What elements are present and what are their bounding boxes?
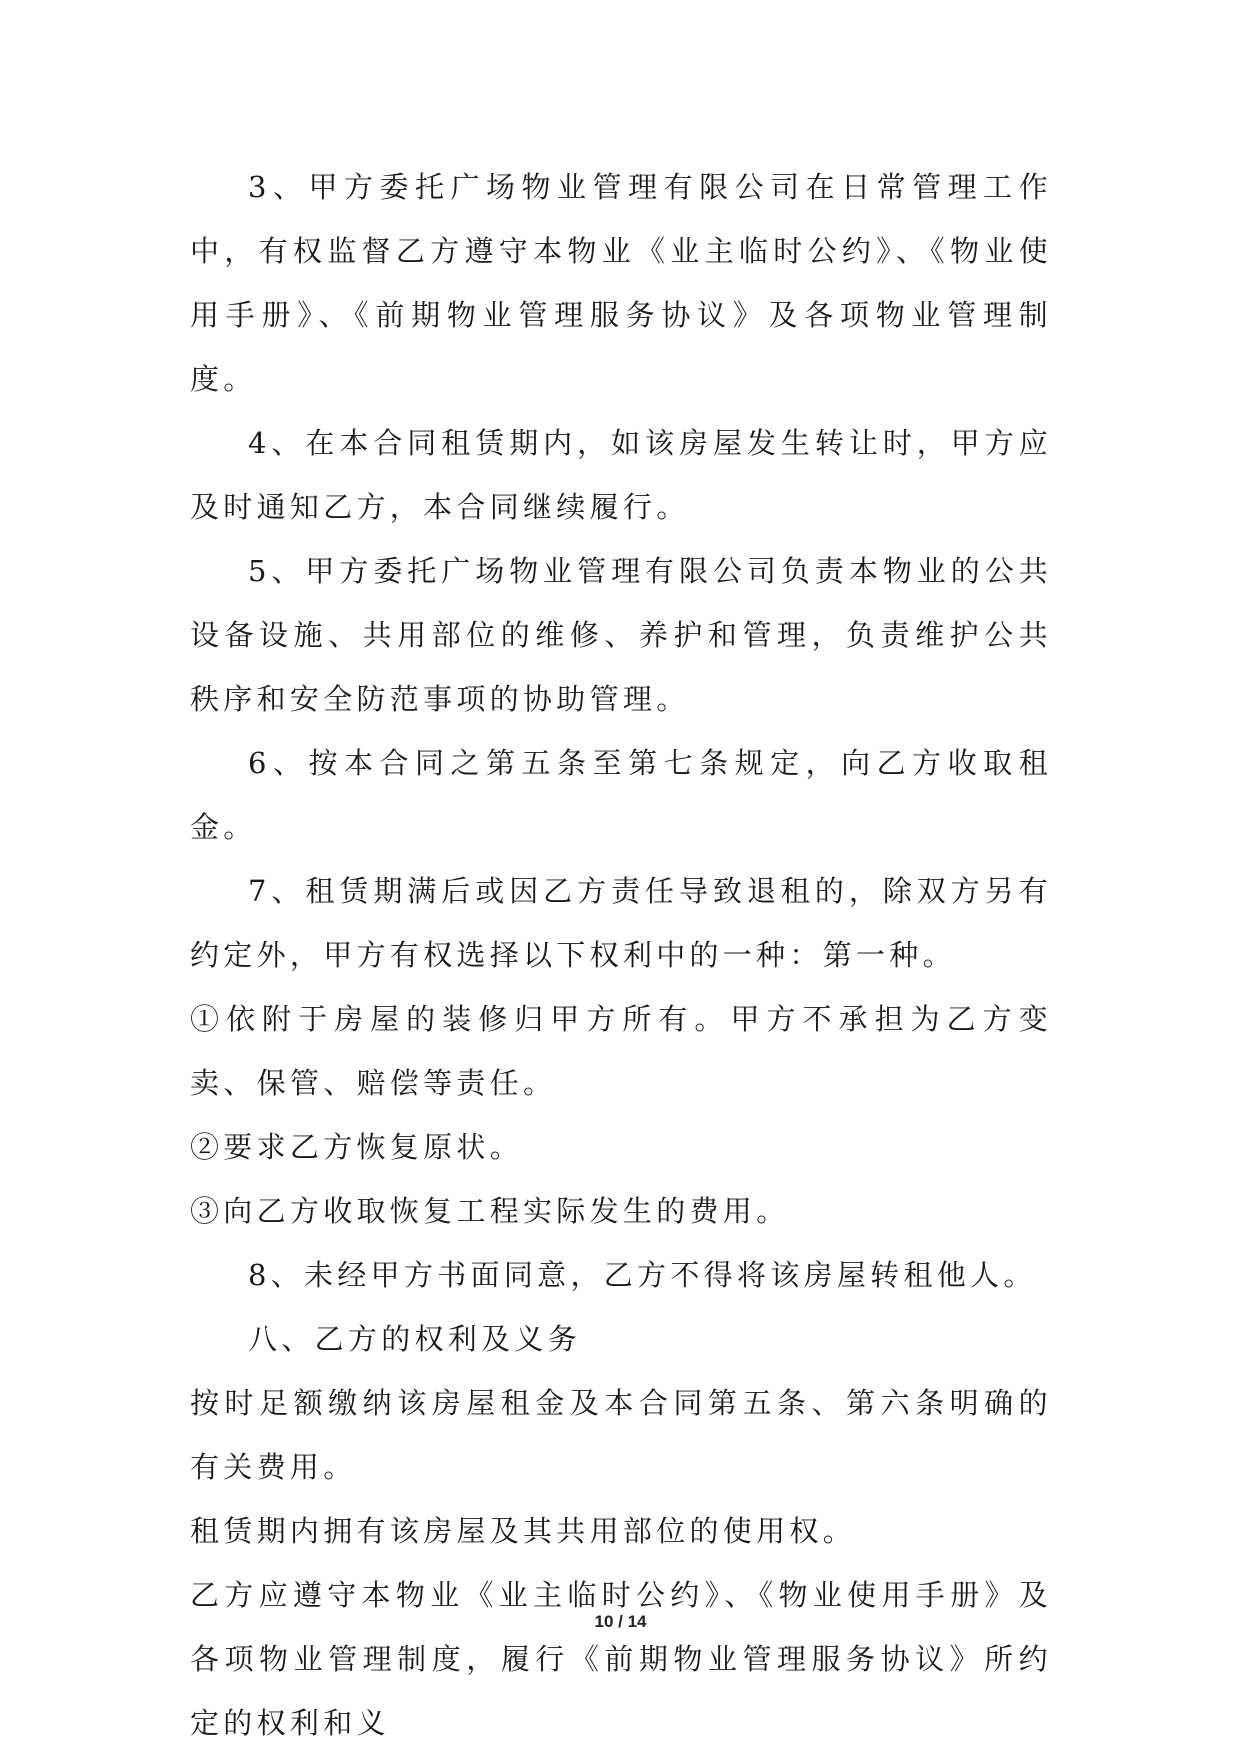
paragraph-clause-3: 3、甲方委托广场物业管理有限公司在日常管理工作中，有权监督乙方遵守本物业《业主临时公约》、《物业使用手册》、《前期物业管理服务协议》及各项物业管理制度。 (190, 170, 1052, 396)
paragraph-obligation-rent: 按时足额缴纳该房屋租金及本合同第五条、第六条明确的有关费用。 (190, 1386, 1052, 1484)
paragraph-clause-4: 4、在本合同租赁期内，如该房屋发生转让时，甲方应及时通知乙方，本合同继续履行。 (190, 426, 1052, 524)
document-body (190, 155, 1052, 1755)
paragraph-option-2: ②要求乙方恢复原状。 (190, 1130, 524, 1164)
paragraph-clause-6: 6、按本合同之第五条至第七条规定，向乙方收取租金。 (190, 746, 1052, 844)
paragraph-clause-5: 5、甲方委托广场物业管理有限公司负责本物业的公共设备设施、共用部位的维修、养护和管理，负责维护公共秩序和安全防范事项的协助管理。 (190, 554, 1052, 716)
paragraph-clause-7: 7、租赁期满后或因乙方责任导致退租的，除双方另有约定外，甲方有权选择以下权利中的一种：第一种。 (190, 874, 1052, 972)
paragraph-obligation-rules: 乙方应遵守本物业《业主临时公约》、《物业使用手册》及各项物业管理制度，履行《前期物业管理服务协议》所约定的权利和义 (190, 1578, 1052, 1740)
paragraph-obligation-usage: 租赁期内拥有该房屋及其共用部位的使用权。 (190, 1514, 857, 1548)
section-heading-8: 八、乙方的权利及义务 (248, 1322, 582, 1356)
paragraph-option-3: ③向乙方收取恢复工程实际发生的费用。 (190, 1194, 790, 1228)
paragraph-clause-8: 8、未经甲方书面同意，乙方不得将该房屋转租他人。 (248, 1258, 1037, 1292)
page-number: 10 / 14 (594, 1612, 647, 1631)
paragraph-option-1: ①依附于房屋的装修归甲方所有。甲方不承担为乙方变卖、保管、赔偿等责任。 (190, 1002, 1052, 1100)
